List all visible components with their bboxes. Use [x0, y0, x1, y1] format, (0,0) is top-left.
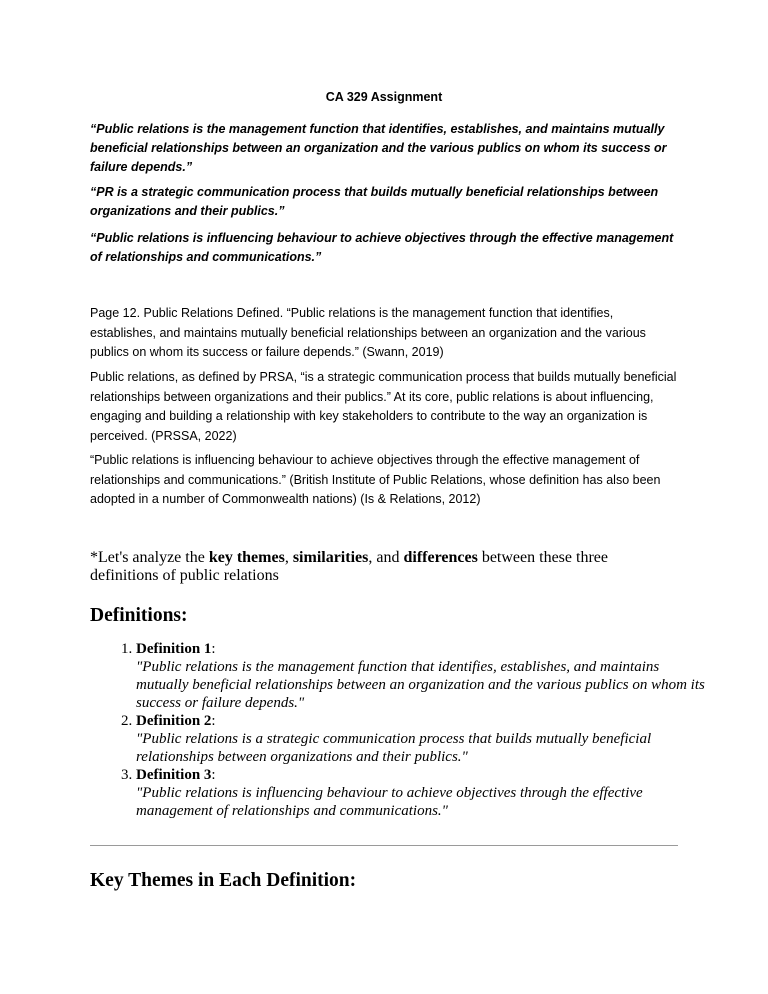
definition-label: Definition 3 — [136, 767, 212, 783]
intro-prefix: *Let's analyze the — [90, 549, 209, 566]
definition-colon: : — [211, 767, 216, 783]
key-themes-heading: Key Themes in Each Definition: — [90, 870, 357, 891]
list-item — [136, 766, 706, 820]
definition-colon: : — [211, 641, 216, 657]
keyword-key-themes: key themes — [208, 549, 285, 566]
definition-label: Definition 2 — [136, 713, 212, 729]
definition-colon: : — [211, 713, 216, 729]
definitions-list — [90, 640, 706, 820]
keyword-similarities: similarities — [292, 549, 369, 566]
definition-text: "Public relations is influencing behaviour to achieve objectives through the effective management of relationships and communications." — [136, 785, 643, 819]
quote-1: “Public relations is the management function that identifies, establishes, and maintains mutually beneficial relationships between an organization and the various publics on whom its success or failure depends.” — [90, 122, 667, 174]
list-item — [136, 712, 706, 766]
keyword-differences: differences — [403, 549, 478, 566]
intro-separator: , — [284, 549, 293, 566]
horizontal-divider — [90, 845, 678, 846]
source-paragraph-1: Page 12. Public Relations Defined. “Public relations is the management function that identifies, establishes, and maintains mutually beneficial relationships between an organization and the various publics on whom its success or failure depends.” (Swann, 2019) — [90, 306, 646, 359]
definitions-heading: Definitions: — [90, 605, 188, 626]
definition-label: Definition 1 — [136, 641, 212, 657]
quote-3: “Public relations is influencing behaviour to achieve objectives through the effective management of relationships and communications.” — [90, 231, 674, 264]
quote-2: “PR is a strategic communication process that builds mutually beneficial relationships between organizations and their publics.” — [90, 185, 659, 218]
list-item — [136, 640, 706, 712]
intro-separator: , and — [368, 549, 404, 566]
definition-text: "Public relations is a strategic communication process that builds mutually beneficial relationships between organizations and their publics." — [136, 731, 652, 765]
intro-suffix: between these three definitions of public relations — [90, 549, 608, 584]
document-title: CA 329 Assignment — [325, 90, 443, 104]
source-paragraph-2: Public relations, as defined by PRSA, “is a strategic communication process that builds mutually beneficial relationships between organizations and their publics.” At its core, public relations is about influencing, engaging and building a relationship with key stakeholders to contribute to the way an organization is perceived. (PRSSA, 2022) — [90, 370, 677, 443]
analysis-intro — [90, 549, 680, 585]
definition-text: "Public relations is the management function that identifies, establishes, and maintains mutually beneficial relationships between an organization and the various publics on whom its success or failure depends." — [136, 659, 705, 711]
source-paragraph-3: “Public relations is influencing behaviour to achieve objectives through the effective management of relationships and communications.” (British Institute of Public Relations, whose definition has also been adopted in a number of Commonwealth nations) (Is & Relations, 2012) — [90, 453, 661, 506]
